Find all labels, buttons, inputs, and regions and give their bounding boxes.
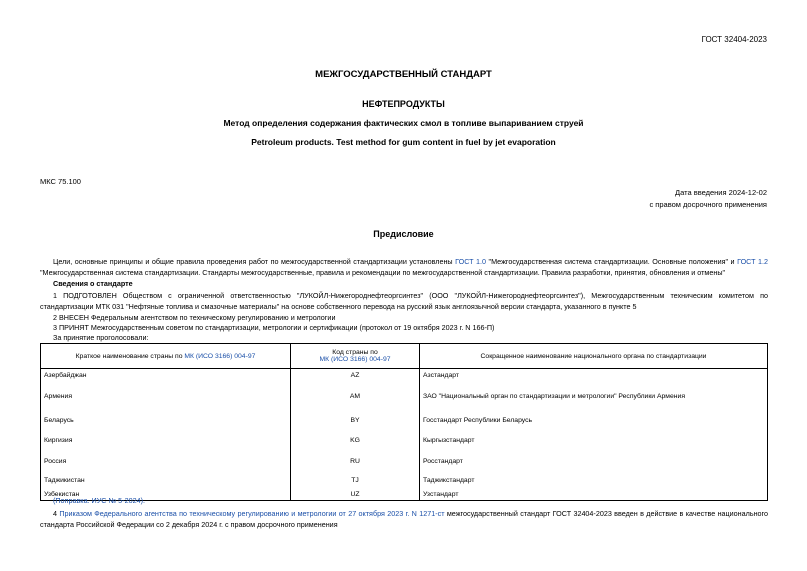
- item-4-text: межгосударственный стандарт ГОСТ 32404-2023 введен в действие в качестве национального стандарта Российской Федерации со 2 декабря 2024 г. с правом досрочного применения: [40, 509, 769, 529]
- preface-text: "Межгосударственная система стандартизации. Основные положения" и: [486, 257, 738, 266]
- header-country: [41, 344, 291, 369]
- table-row: [41, 452, 768, 472]
- code-cell: AZ: [291, 369, 420, 382]
- body-cell: Госстандарт Республики Беларусь: [420, 412, 768, 429]
- standard-type-title: МЕЖГОСУДАРСТВЕННЫЙ СТАНДАРТ: [315, 69, 492, 80]
- item-number: 4: [53, 509, 60, 518]
- header-code: [291, 344, 420, 369]
- table-row: [41, 429, 768, 452]
- mk-iso-link[interactable]: МК (ИСО 3166) 004-97: [184, 352, 256, 360]
- method-title-en: Petroleum products. Test method for gum content in fuel by jet evaporation: [251, 137, 556, 147]
- early-application-note: с правом досрочного применения: [649, 200, 767, 209]
- country-cell: Азербайджан: [41, 369, 291, 382]
- document-code: ГОСТ 32404-2023: [701, 35, 767, 44]
- country-cell: Беларусь: [41, 412, 291, 429]
- mks-code: МКС 75.100: [40, 177, 81, 186]
- body-cell: Азстандарт: [420, 369, 768, 382]
- code-cell: UZ: [291, 489, 420, 501]
- body-cell: Узстандарт: [420, 489, 768, 501]
- product-title: НЕФТЕПРОДУКТЫ: [362, 99, 445, 109]
- table-row: [41, 382, 768, 412]
- body-cell: Росстандарт: [420, 452, 768, 472]
- table-row: [41, 412, 768, 429]
- about-standard-heading: Сведения о стандарте: [53, 279, 133, 288]
- code-cell: KG: [291, 429, 420, 452]
- preface-text: Цели, основные принципы и общие правила проведения работ по межгосударственной стандартизации установлены: [53, 257, 456, 266]
- code-cell: AM: [291, 382, 420, 412]
- table-row: [41, 369, 768, 382]
- header-body: Сокращенное наименование национального органа по стандартизации: [420, 344, 768, 369]
- table-header-row: [41, 344, 768, 369]
- preface-paragraph-1: [40, 257, 768, 278]
- preface-text: "Межгосударственная система стандартизации. Стандарты межгосударственные, правила и рекомендации по межгосударственной стандартизации. Правила разработки, принятия, обновления и отмены": [40, 267, 726, 277]
- countries-table: [40, 343, 768, 501]
- gost-1-0-link[interactable]: ГОСТ 1.0: [455, 257, 487, 266]
- gost-1-2-link[interactable]: ГОСТ 1.2: [737, 257, 768, 266]
- country-cell: Киргизия: [41, 429, 291, 452]
- preface-item-4: [40, 509, 768, 530]
- preface-item-2: 2 ВНЕСЕН Федеральным агентством по техническому регулированию и метрологии: [53, 313, 336, 322]
- voted-label: За принятие проголосовали:: [53, 333, 149, 342]
- table-row: [41, 472, 768, 489]
- method-title-ru: Метод определения содержания фактических смол в топливе выпариванием струей: [223, 118, 584, 128]
- country-cell: Россия: [41, 452, 291, 472]
- amendment-link[interactable]: (Поправка. ИУС № 5-2024).: [53, 496, 145, 505]
- body-cell: Таджикстандарт: [420, 472, 768, 489]
- preface-item-1: 1 ПОДГОТОВЛЕН Обществом с ограниченной ответственностью "ЛУКОЙЛ-Нижегороднефтеоргсинтез" (ООО "ЛУКОЙЛ-Нижегороднефтеоргсинтез"), Межгосударственным техническим комитетом по стандартизации МТК 031 "Нефтяные топлива и смазочные материалы" на основе собственного перевода на русский язык англоязычной версии стандарта, указанного в пункте 5: [40, 291, 768, 311]
- header-text: Краткое наименование страны по: [75, 352, 185, 360]
- body-cell: Кыргызстандарт: [420, 429, 768, 452]
- code-cell: BY: [291, 412, 420, 429]
- country-cell: Таджикистан: [41, 472, 291, 489]
- order-link[interactable]: Приказом Федерального агентства по техническому регулированию и метрологии от 27 октября 2023 г. N 1271-ст: [59, 509, 445, 518]
- code-cell: TJ: [291, 472, 420, 489]
- header-text: Код страны по: [332, 349, 378, 356]
- country-cell: Узбекистан: [41, 489, 291, 501]
- mk-iso-link[interactable]: МК (ИСО 3166) 004-97: [319, 356, 391, 363]
- preface-heading: Предисловие: [373, 229, 434, 239]
- introduction-date: Дата введения 2024-12-02: [675, 188, 767, 197]
- body-cell: ЗАО "Национальный орган по стандартизации и метрологии" Республики Армения: [420, 382, 768, 412]
- code-cell: RU: [291, 452, 420, 472]
- country-cell: Армения: [41, 382, 291, 412]
- preface-item-3: 3 ПРИНЯТ Межгосударственным советом по стандартизации, метрологии и сертификации (протокол от 19 октября 2023 г. N 166-П): [53, 323, 495, 332]
